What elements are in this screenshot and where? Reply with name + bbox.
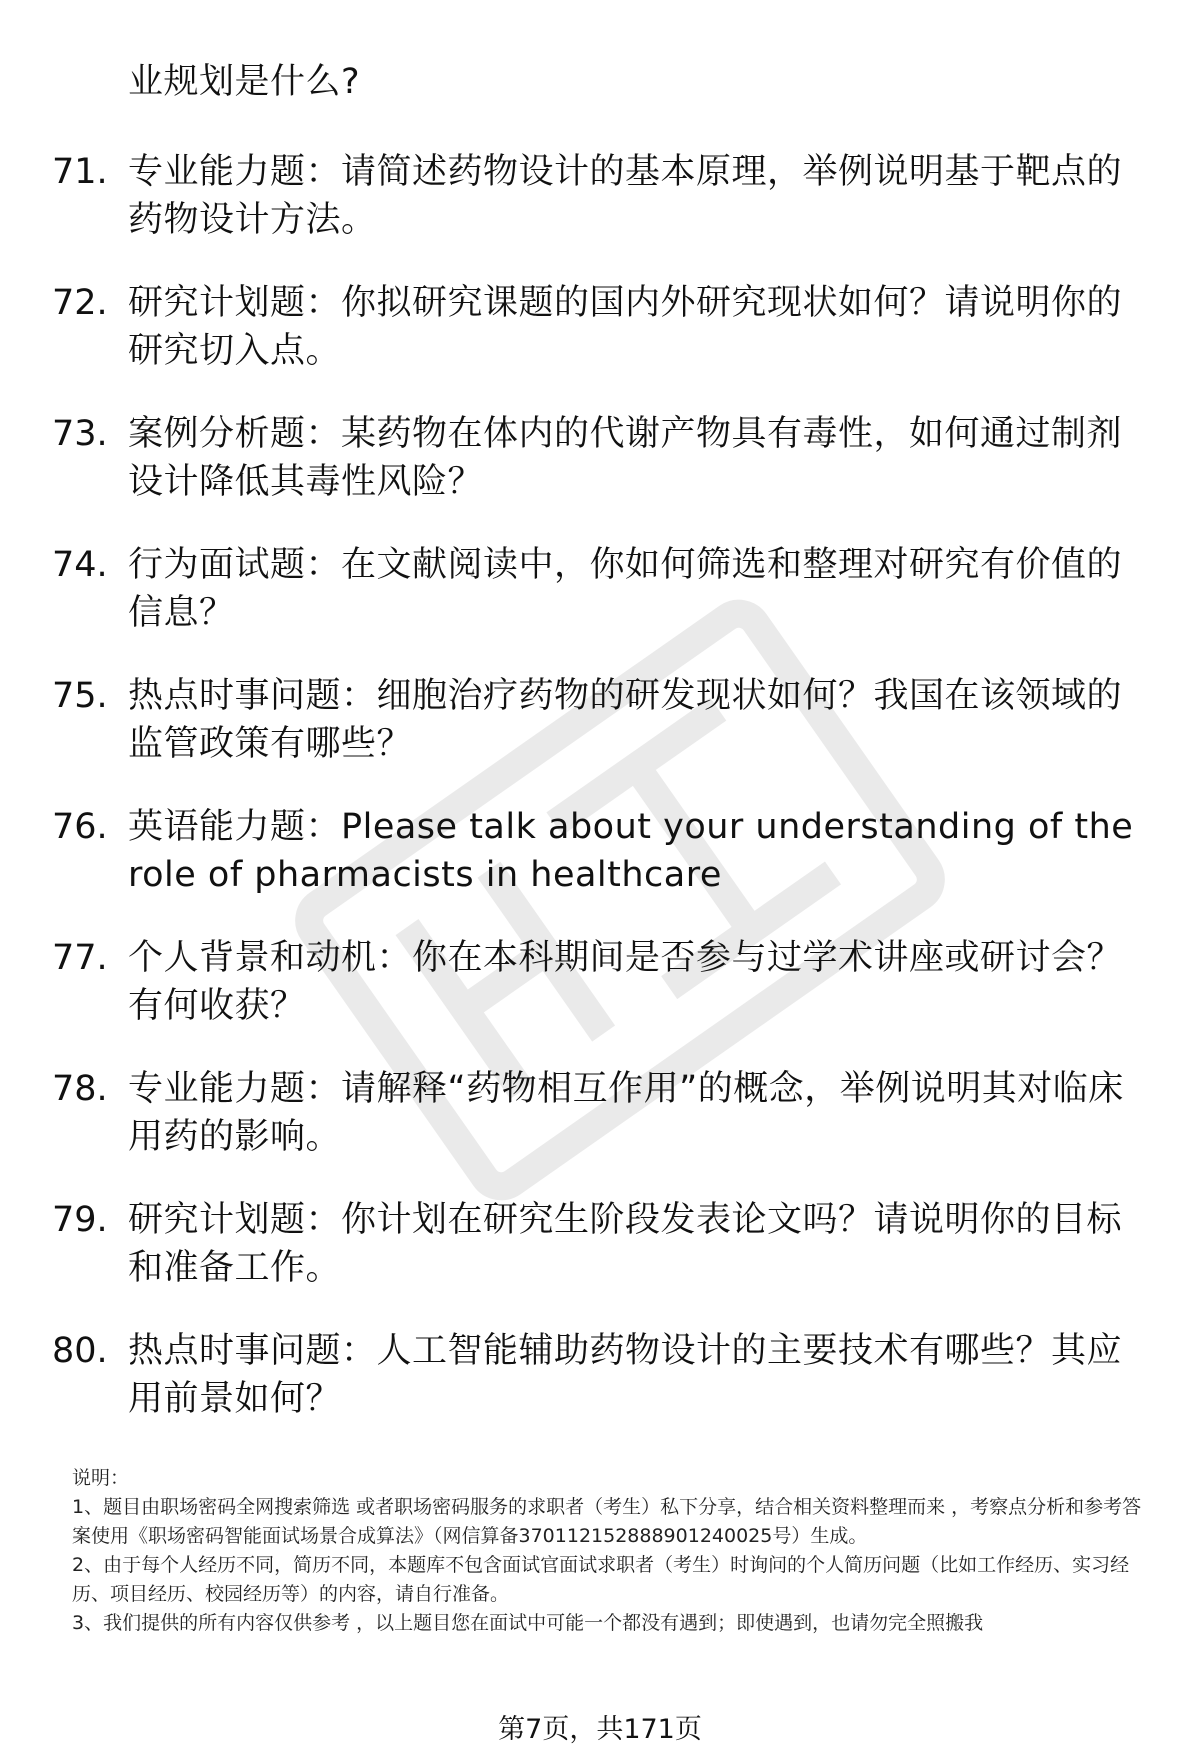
question-number: 76.	[52, 807, 108, 847]
question-item	[0, 1065, 1200, 1196]
question-text: 专业能力题：请解释“药物相互作用”的概念，举例说明其对临床用药的影响。	[128, 1069, 1124, 1157]
question-item	[0, 1196, 1200, 1327]
question-item	[0, 672, 1200, 803]
notes-heading: 说明：	[72, 1467, 130, 1489]
question-number: 80.	[52, 1331, 108, 1371]
question-text: 热点时事问题：细胞治疗药物的研发现状如何？我国在该领域的监管政策有哪些？	[128, 676, 1123, 764]
question-item	[0, 1327, 1200, 1458]
question-item	[0, 279, 1200, 410]
question-text: 英语能力题：Please talk about your understanding of the role of pharmacists in healthcare	[128, 807, 1134, 895]
question-number: 78.	[52, 1069, 108, 1109]
question-text: 研究计划题：你计划在研究生阶段发表论文吗？请说明你的目标和准备工作。	[128, 1200, 1123, 1288]
question-text: 案例分析题：某药物在体内的代谢产物具有毒性，如何通过制剂设计降低其毒性风险？	[128, 414, 1123, 502]
page-number: 第7页，共171页	[498, 1714, 702, 1745]
question-text: 研究计划题：你拟研究课题的国内外研究现状如何？请说明你的研究切入点。	[128, 283, 1123, 371]
question-text: 热点时事问题：人工智能辅助药物设计的主要技术有哪些？其应用前景如何？	[128, 1331, 1123, 1419]
question-text: 个人背景和动机：你在本科期间是否参与过学术讲座或研讨会？有何收获？	[128, 938, 1123, 1026]
question-item	[0, 148, 1200, 279]
question-number: 73.	[52, 414, 108, 454]
question-number: 72.	[52, 283, 108, 323]
continuation-line: 业规划是什么?	[128, 62, 361, 102]
question-item	[0, 410, 1200, 541]
question-number: 74.	[52, 545, 108, 585]
note-item: 3、我们提供的所有内容仅供参考 ，以上题目您在面试中可能一个都没有遇到；即使遇到，也请勿完全照搬我	[72, 1612, 984, 1634]
question-number: 75.	[52, 676, 108, 716]
question-text: 专业能力题：请简述药物设计的基本原理，举例说明基于靶点的药物设计方法。	[128, 152, 1123, 240]
question-text: 行为面试题：在文献阅读中，你如何筛选和整理对研究有价值的信息？	[128, 545, 1123, 633]
question-number: 79.	[52, 1200, 108, 1240]
question-list	[0, 148, 1200, 1458]
notes-section	[72, 1464, 1152, 1638]
question-item	[0, 934, 1200, 1065]
question-number: 77.	[52, 938, 108, 978]
question-number: 71.	[52, 152, 108, 192]
note-item: 2、由于每个人经历不同，简历不同，本题库不包含面试官面试求职者（考生）时询问的个人简历问题（比如工作经历、实习经历、项目经历、校园经历等）的内容，请自行准备。	[72, 1554, 1130, 1605]
note-item: 1、题目由职场密码全网搜索筛选 或者职场密码服务的求职者（考生）私下分享，结合相关资料整理而来 ，考察点分析和参考答案使用《职场密码智能面试场景合成算法》（网信算备37011215288890124​0025号）生成。	[72, 1496, 1142, 1547]
question-item	[0, 803, 1200, 934]
question-item	[0, 541, 1200, 672]
